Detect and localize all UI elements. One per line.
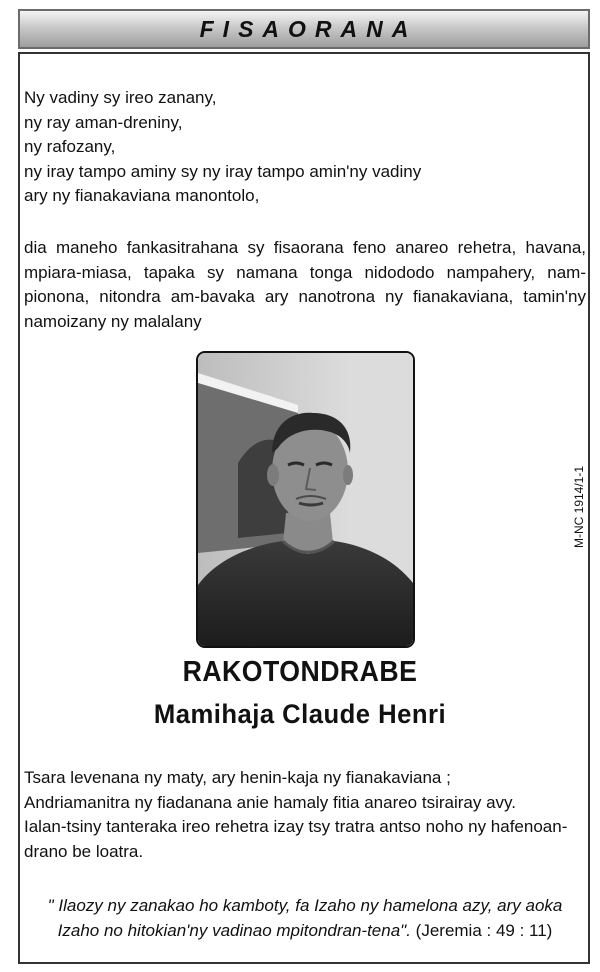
closing-message	[24, 766, 586, 864]
quote-citation: (Jeremia : 49 : 11)	[410, 920, 553, 940]
portrait-illustration	[198, 353, 413, 646]
family-line: ny ray aman-dreniny,	[24, 112, 183, 132]
deceased-surname: RAKOTONDRABE	[182, 656, 418, 688]
family-line: ny rafozany,	[24, 137, 116, 156]
page-title: FISAORANA	[199, 15, 418, 42]
quote-line: Izaho no hitokian'ny vadinao mpitondran-tena".	[57, 920, 411, 940]
portrait-photo	[196, 351, 415, 648]
message-line: Tsara levenana ny maty, ary henin-kaja ny fianakaviana ;	[24, 768, 451, 787]
scripture-quote	[24, 894, 586, 943]
reference-code: M-NC 1914/1-1	[572, 465, 586, 549]
thanks-paragraph: dia maneho fankasitrahana sy fisaorana feno anareo rehetra, havana, mpiara-miasa, tapaka sy namana tonga nidododo nampahery, nam-pionona, nitondra am-bavaka ary nanotrona ny fianakaviana, tamin'ny namoizany ny malalany	[24, 238, 586, 331]
family-line: ary ny fianakaviana manontolo,	[24, 186, 260, 205]
deceased-given-names: Mamihaja Claude Henri	[153, 699, 447, 729]
header-banner	[18, 9, 590, 49]
message-line: Andriamanitra ny fiadanana anie hamaly fitia anareo tsirairay avy.	[24, 792, 517, 812]
family-line: Ny vadiny sy ireo zanany,	[24, 88, 217, 107]
family-line: ny iray tampo aminy sy ny iray tampo amin'ny vadiny	[24, 161, 422, 181]
message-line: Ialan-tsiny tanteraka ireo rehetra izay tsy tratra antso noho ny hafenoan-	[24, 817, 568, 836]
family-list	[24, 86, 564, 209]
quote-line: " Ilaozy ny zanakao ho kamboty, fa Izaho ny hamelona azy, ary aoka	[47, 896, 563, 915]
message-line: drano be loatra.	[24, 841, 144, 861]
